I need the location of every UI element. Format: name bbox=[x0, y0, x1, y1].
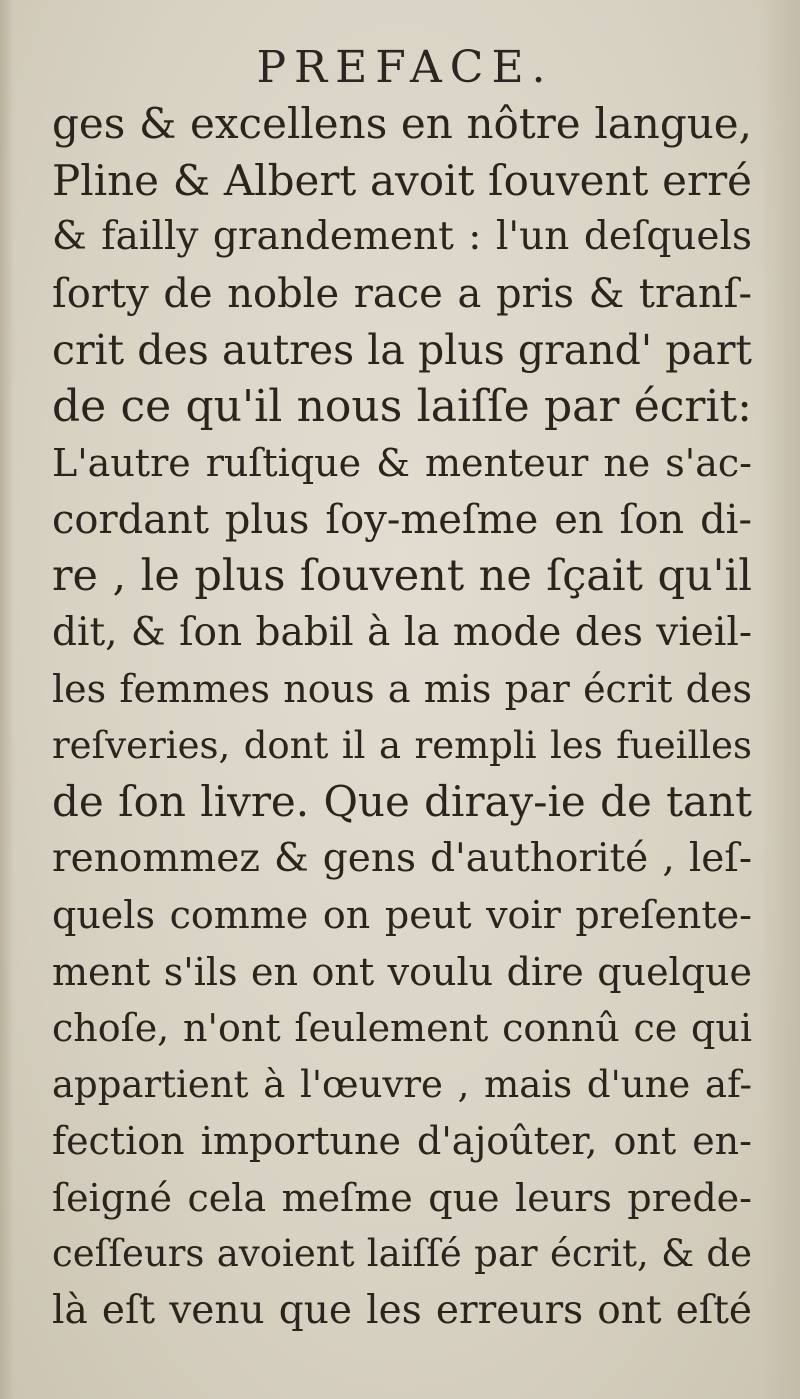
text-line: L'autre ruſtique & menteur ne s'ac- bbox=[52, 441, 752, 485]
text-line: & failly grandement : l'un deſquels bbox=[52, 214, 752, 259]
text-line: dit, & ſon babil à la mode des vieil- bbox=[52, 609, 752, 655]
text-line: là eſt venu que les erreurs ont eſté bbox=[52, 1287, 752, 1333]
text-line: quels comme on peut voir preſente- bbox=[52, 893, 752, 937]
text-line: re , le plus ſouvent ne ſçait qu'il bbox=[52, 551, 752, 601]
text-line: renommez & gens d'authorité , leſ- bbox=[52, 835, 752, 881]
text-line: ſorty de noble race a pris & tranſ- bbox=[52, 270, 752, 317]
text-line: les femmes nous a mis par écrit des bbox=[52, 667, 752, 711]
text-line: crit des autres la plus grand' part bbox=[52, 326, 752, 374]
text-line: de ſon livre. Que diray-ie de tant bbox=[52, 777, 752, 826]
text-line: fection importune d'ajoûter, ont en- bbox=[52, 1119, 752, 1163]
text-line: choſe, n'ont ſeulement connû ce qui bbox=[52, 1006, 752, 1050]
text-line: cordant plus ſoy-meſme en ſon di- bbox=[52, 496, 752, 543]
running-header: PREFACE. bbox=[256, 42, 554, 93]
page-body-text bbox=[52, 96, 752, 1339]
text-line: Pline & Albert avoit ſouvent erré bbox=[52, 155, 752, 205]
text-line: ment s'ils en ont voulu dire quelque bbox=[52, 949, 752, 994]
text-line: ges & excellens en nôtre langue, bbox=[52, 99, 752, 148]
text-line: de ce qu'il nous laiſſe par écrit: bbox=[52, 380, 752, 432]
text-line: ſeigné cela meſme que leurs prede- bbox=[52, 1175, 752, 1220]
text-line: ceſſeurs avoient laiſſé par écrit, & de bbox=[52, 1232, 752, 1275]
page-edge-shadow bbox=[760, 0, 800, 1399]
page-gutter-shadow bbox=[0, 0, 14, 1399]
text-line: reſveries, dont il a rempli les fueilles bbox=[52, 723, 752, 767]
text-line: appartient à l'œuvre , mais d'une af- bbox=[52, 1062, 752, 1106]
